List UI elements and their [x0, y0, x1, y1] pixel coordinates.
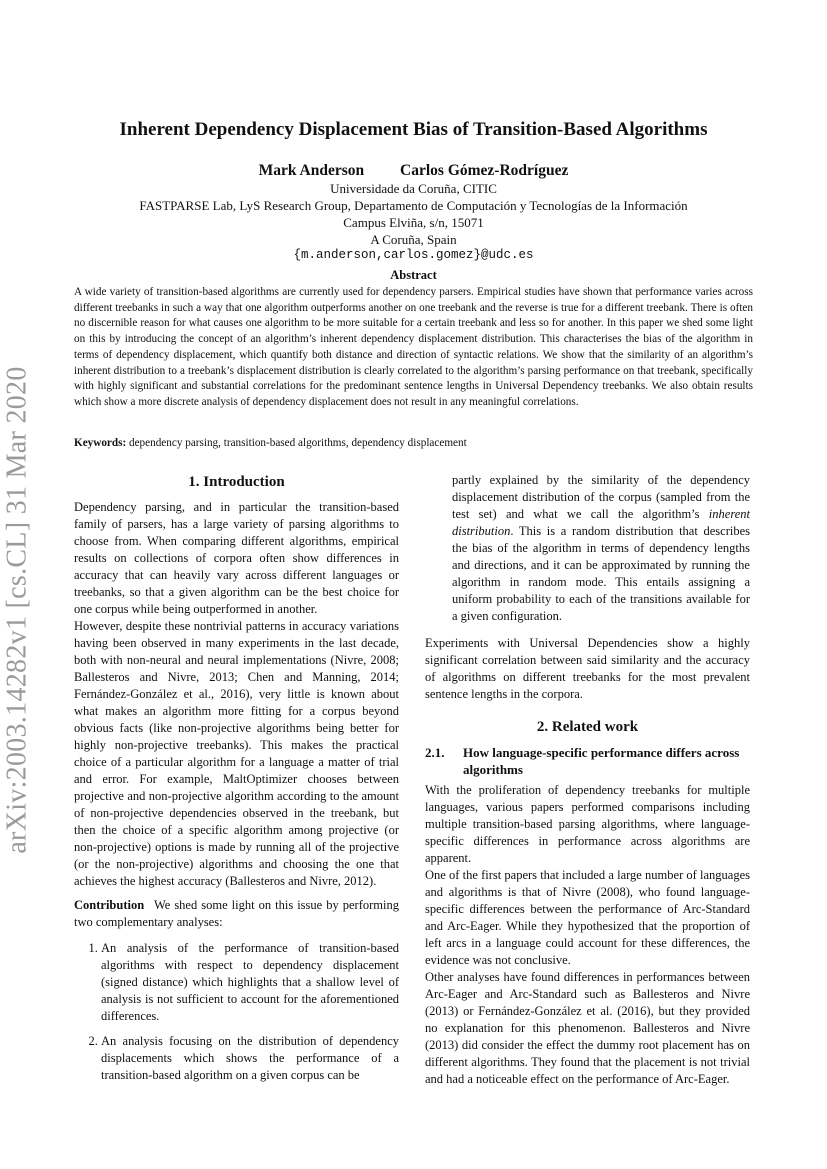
keywords-text: dependency parsing, transition-based algorithms, dependency displacement	[129, 437, 467, 449]
paragraph: One of the first papers that included a large number of languages and algorithms is that of Nivre (2008), who found language-specific differences between the performance of Arc-Standard and Arc-Eager. While they hypothesized that the proportion of left arcs in a language could account for these differences, the evidence was not conclusive.	[425, 868, 750, 967]
affiliation-line: A Coruña, Spain	[370, 232, 457, 247]
author-email: {m.anderson,carlos.gomez}@udc.es	[293, 248, 534, 262]
abstract-text: A wide variety of transition-based algorithms are currently used for dependency parsers. Empirical studies have shown that performance varies across different treebanks in such a way that one algorithm outperforms another on one treebank and the reverse is true for a different treebank. There is often no discernible reason for what causes one algorithm to be more suitable for a certain treebank and less so for another. In this paper we shed some light on this by introducing the concept of an algorithm’s inherent dependency displacement distribution. This characterises the bias of the algorithm in terms of dependency displacement, which quantify both distance and direction of syntactic relations. We show that the similarity of an algorithm’s inherent distribution to a treebank’s displacement distribution is clearly correlated to the algorithm’s parsing performance on that treebank, specifically with highly significant and substantial correlations for the predominant sentence lengths in Universal Dependency treebanks. We also obtain results which show a more discrete analysis of dependency displacement does not result in any meaningful correlations.	[74, 286, 753, 408]
affiliation-line: Campus Elviña, s/n, 15071	[343, 215, 484, 230]
section-heading-introduction: 1. Introduction	[188, 474, 285, 490]
right-column	[425, 472, 750, 1088]
paragraph: Other analyses have found differences in performances between Arc-Eager and Arc-Standard such as Ballesteros and Nivre (2013) or Fernández-González et al. (2016), but they provided no explanation for this phenomenon. Ballesteros and Nivre (2013) did consider the effect the dummy root placement has on different algorithms. They found that the placement is not trivial and had a noticeable effect on the performance of Arc-Eager.	[425, 970, 750, 1086]
paper-title: Inherent Dependency Displacement Bias of Transition-Based Algorithms	[119, 119, 708, 140]
list-item: 2. An analysis focusing on the distribution of dependency displacements which shows the performance of a transition-based algorithm on a given corpus can be	[101, 1033, 399, 1084]
left-column	[74, 472, 399, 1092]
contribution-label: Contribution	[74, 898, 145, 912]
arxiv-side-stamp	[3, 360, 33, 860]
list-item: 1. An analysis of the performance of transition-based algorithms with respect to dependency displacement (signed distance) which highlights that a shallow level of analysis is not sufficient to account for the aforementioned differences.	[101, 940, 399, 1025]
contribution-text: We shed some light on this issue by performing two complementary analyses:	[74, 898, 399, 929]
subsection-title: How language-specific performance differs across algorithms	[463, 745, 740, 777]
paragraph: With the proliferation of dependency treebanks for multiple languages, various papers performed comparisons including multiple transition-based parsing algorithms, where language-specific differences in performance across algorithms are apparent.	[425, 783, 750, 865]
paragraph: However, despite these nontrivial patterns in accuracy variations having been observed in many experiments in the last decade, both with non-neural and neural implementations (Nivre, 2008; Ballesteros and Nivre, 2013; Chen and Manning, 2014; Fernández-González et al., 2016), very little is known about what makes an algorithm more fitting for a corpus beyond obvious facts (like non-projective algorithms being better for highly non-projective treebanks). This makes the practical choice of a particular algorithm for a language a matter of trial and error. For example, MaltOptimizer chooses between projective and non-projective algorithm according to the amount of non-projective dependencies observed in the treebank, but then the choice of a specific algorithm among projective (or non-projective) options is made by running all of the projective (or the non-projective) algorithms and choosing the one that achieves the highest accuracy (Ballesteros and Nivre, 2012).	[74, 619, 399, 888]
keywords-label: Keywords:	[74, 437, 127, 449]
paragraph: Dependency parsing, and in particular the transition-based family of parsers, has a large variety of parsing algorithms to choose from. When comparing different algorithms, empirical results on collections of corpora often show differences in accuracy that can heavily vary across different languages or treebanks, so that a given algorithm can be the best choice for one corpus while being outperformed in another.	[74, 500, 399, 616]
contribution-paragraph	[74, 897, 399, 931]
section-heading-related-work: 2. Related work	[536, 719, 639, 735]
affiliation-line: Universidade da Coruña, CITIC	[330, 181, 497, 196]
author-name: Mark Anderson	[258, 162, 365, 179]
contribution-list	[74, 940, 399, 1084]
list-item-continuation: partly explained by the similarity of the dependency displacement distribution of the corpus (sampled from the test set) and what we call the algorithm’s inherent distribution. This is a random distribution that describes the bias of the algorithm in terms of dependency lengths and directions, and it can be approximated by running the algorithm in random mode. This entails assigning a uniform probability to each of the transitions available for a given configuration.	[452, 473, 750, 623]
affiliation-line: FASTPARSE Lab, LyS Research Group, Departamento de Computación y Tecnologías de la Información	[139, 198, 688, 213]
author-name: Carlos Gómez-Rodríguez	[400, 162, 569, 179]
paragraph: Experiments with Universal Dependencies show a highly significant correlation between said similarity and the accuracy of algorithms on different treebanks for the most prevalent sentence lengths in the corpora.	[425, 636, 750, 701]
subsection-number: 2.1.	[425, 745, 445, 760]
abstract-heading: Abstract	[390, 268, 437, 282]
inherent-distribution-term: inherent distribution	[452, 507, 750, 538]
subsection-heading	[425, 744, 750, 778]
keywords-line	[74, 437, 753, 449]
author-list	[60, 162, 767, 180]
arxiv-id: arXiv:2003.14282v1 [cs.CL] 31 Mar 2020	[2, 366, 33, 854]
